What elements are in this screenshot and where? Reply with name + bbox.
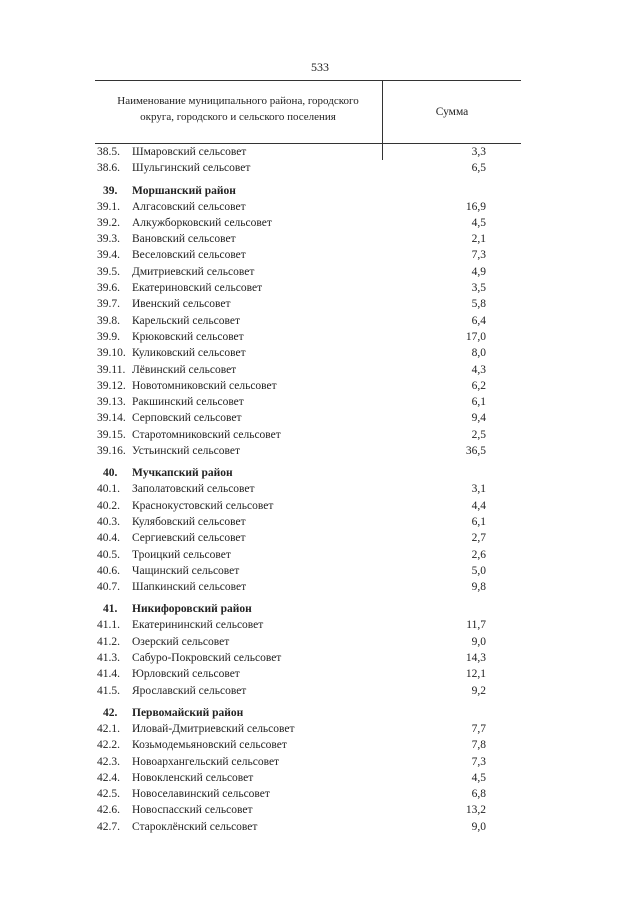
settlement-name: Староклёнский сельсовет: [132, 820, 258, 833]
settlement-name: Троицкий сельсовет: [132, 548, 231, 561]
table-row: [95, 296, 521, 312]
settlement-name: Новотомниковский сельсовет: [132, 379, 277, 392]
settlement-name: Юрловский сельсовет: [132, 668, 240, 681]
sum-value: 4,9: [471, 265, 486, 278]
table-row: [95, 199, 521, 215]
district-row: [95, 463, 521, 481]
settlement-name: Сергиевский сельсовет: [132, 532, 246, 545]
sum-value: 8,0: [471, 347, 486, 360]
settlement-name: Вановский сельсовет: [132, 233, 236, 246]
row-number: 39.: [103, 184, 118, 197]
sum-value: 4,3: [471, 363, 486, 376]
table-row: [95, 247, 521, 263]
table-row: [95, 819, 521, 835]
row-number: 40.2.: [97, 499, 120, 512]
district-name: Первомайский район: [132, 706, 244, 719]
sum-value: 2,5: [471, 428, 486, 441]
table-row: [95, 547, 521, 563]
row-number: 42.2.: [97, 739, 120, 752]
settlement-name: Озерский сельсовет: [132, 635, 230, 648]
row-number: 39.9.: [97, 330, 120, 343]
settlement-name: Екатериновский сельсовет: [132, 282, 263, 295]
row-number: 41.2.: [97, 635, 120, 648]
settlement-name: Шульгинский сельсовет: [132, 162, 251, 175]
sum-value: 16,9: [465, 200, 486, 213]
settlement-name: Лёвинский сельсовет: [132, 363, 237, 376]
row-number: 39.13.: [97, 396, 126, 409]
sum-value: 4,5: [471, 771, 486, 784]
table-row: [95, 683, 521, 699]
row-number: 42.5.: [97, 788, 120, 801]
sum-value: 2,7: [471, 532, 486, 545]
row-number: 39.7.: [97, 298, 120, 311]
table-row: [95, 530, 521, 546]
settlement-name: Екатерининский сельсовет: [132, 619, 264, 632]
district-name: Моршанский район: [132, 184, 236, 197]
table-row: [95, 514, 521, 530]
table-row: [95, 280, 521, 296]
sum-value: 36,5: [465, 445, 486, 458]
row-number: 40.6.: [97, 564, 120, 577]
sum-value: 7,3: [471, 755, 486, 768]
row-number: 41.5.: [97, 684, 120, 697]
name-header-line2: округа, городского и сельского поселения: [140, 111, 336, 123]
table-row: [95, 481, 521, 497]
sum-value: 9,4: [471, 412, 486, 425]
row-number: 39.12.: [97, 379, 126, 392]
settlement-name: Новокленский сельсовет: [132, 771, 254, 784]
row-number: 38.5.: [97, 146, 120, 158]
table-row: [95, 650, 521, 666]
table-row: [95, 802, 521, 818]
table-row: [95, 410, 521, 426]
row-number: 40.4.: [97, 532, 120, 545]
settlement-name: Шапкинский сельсовет: [132, 581, 247, 594]
settlement-name: Ярославский сельсовет: [132, 684, 247, 697]
row-number: 40.: [103, 467, 118, 480]
settlement-name: Дмитриевский сельсовет: [132, 265, 255, 278]
row-number: 40.5.: [97, 548, 120, 561]
sum-value: 11,7: [466, 619, 486, 632]
settlement-name: Карельский сельсовет: [132, 314, 241, 327]
sum-value: 17,0: [465, 330, 486, 343]
table-row: [95, 378, 521, 394]
row-number: 39.1.: [97, 200, 120, 213]
settlement-name: Старотомниковский сельсовет: [132, 428, 281, 441]
table-row: [95, 737, 521, 753]
row-number: 42.6.: [97, 804, 120, 817]
settlement-name: Ракшинский сельсовет: [132, 396, 244, 409]
table-row: [95, 721, 521, 737]
name-header-line1: Наименование муниципального района, городского: [117, 95, 359, 107]
table-row: [95, 427, 521, 443]
sum-value: 3,5: [471, 282, 486, 295]
table-row: [95, 617, 521, 633]
row-number: 41.4.: [97, 668, 120, 681]
settlement-name: Серповский сельсовет: [132, 412, 242, 425]
row-number: 39.14.: [97, 412, 126, 425]
table-row: [95, 215, 521, 231]
sum-value: 13,2: [465, 804, 486, 817]
row-number: 39.8.: [97, 314, 120, 327]
district-row: [95, 181, 521, 199]
row-number: 39.11.: [97, 363, 126, 376]
settlement-name: Алкужборковский сельсовет: [132, 216, 272, 229]
table-row: [95, 634, 521, 650]
sum-value: 5,0: [471, 564, 486, 577]
row-number: 42.1.: [97, 722, 120, 735]
sum-value: 6,4: [471, 314, 486, 327]
row-number: 38.6.: [97, 162, 120, 175]
sum-value: 9,0: [471, 820, 486, 833]
district-row: [95, 599, 521, 617]
row-number: 39.16.: [97, 445, 126, 458]
table-row: [95, 394, 521, 410]
sum-value: 5,8: [471, 298, 486, 311]
row-number: 42.7.: [97, 820, 120, 833]
row-number: 39.2.: [97, 216, 120, 229]
row-number: 40.1.: [97, 483, 120, 496]
table-row: [95, 579, 521, 595]
row-number: 41.: [103, 603, 118, 616]
sum-value: 4,5: [471, 216, 486, 229]
sum-column-header: Сумма: [435, 106, 469, 118]
table-row: [95, 313, 521, 329]
allocation-table: [95, 80, 521, 835]
settlement-name: Новоархангельский сельсовет: [132, 755, 280, 768]
row-number: 42.: [103, 706, 118, 719]
table-row: [95, 443, 521, 459]
row-number: 39.6.: [97, 282, 120, 295]
sum-value: 4,4: [471, 499, 486, 512]
name-column-header: [95, 93, 381, 125]
district-name: Мучкапский район: [132, 467, 233, 480]
district-name: Никифоровский район: [132, 603, 252, 616]
sum-value: 7,7: [471, 722, 486, 735]
table-body: [95, 144, 521, 835]
sum-value: 12,1: [465, 668, 486, 681]
sum-value: 6,5: [471, 162, 486, 175]
settlement-name: Новоспасский сельсовет: [132, 804, 253, 817]
row-number: 39.3.: [97, 233, 120, 246]
settlement-name: Алгасовский сельсовет: [132, 200, 246, 213]
settlement-name: Крюковский сельсовет: [132, 330, 244, 343]
table-row: [95, 345, 521, 361]
settlement-name: Новоселавинский сельсовет: [132, 788, 270, 801]
settlement-name: Ивенский сельсовет: [132, 298, 231, 311]
sum-value: 2,1: [471, 233, 486, 246]
sum-value: 6,8: [471, 788, 486, 801]
row-number: 42.4.: [97, 771, 120, 784]
settlement-name: Заполатовский сельсовет: [132, 483, 255, 496]
settlement-name: Куликовский сельсовет: [132, 347, 246, 360]
table-row: [95, 231, 521, 247]
table-row: [95, 264, 521, 280]
row-number: 40.3.: [97, 515, 120, 528]
row-number: 41.3.: [97, 652, 120, 665]
row-number: 39.5.: [97, 265, 120, 278]
settlement-name: Кулябовский сельсовет: [132, 515, 246, 528]
table-row: [95, 666, 521, 682]
table-row: [95, 160, 521, 176]
sum-value: 9,0: [471, 635, 486, 648]
table-row: [95, 498, 521, 514]
district-row: [95, 703, 521, 721]
table-row: [95, 362, 521, 378]
sum-value: 3,3: [471, 146, 486, 158]
settlement-name: Чащинский сельсовет: [132, 564, 240, 577]
sum-value: 7,3: [471, 249, 486, 262]
table-row: [95, 329, 521, 345]
sum-value: 6,1: [471, 396, 486, 409]
table-row: [95, 770, 521, 786]
row-number: 42.3.: [97, 755, 120, 768]
settlement-name: Веселовский сельсовет: [132, 249, 246, 262]
sum-value: 3,1: [471, 483, 486, 496]
sum-value: 9,8: [471, 581, 486, 594]
table-header: [95, 80, 521, 144]
table-row: [95, 144, 521, 160]
sum-value: 9,2: [471, 684, 486, 697]
settlement-name: Сабуро-Покровский сельсовет: [132, 652, 282, 665]
sum-value: 6,1: [471, 515, 486, 528]
row-number: 40.7.: [97, 581, 120, 594]
table-row: [95, 786, 521, 802]
table-row: [95, 754, 521, 770]
sum-value: 6,2: [471, 379, 486, 392]
page-number: 533: [311, 60, 329, 74]
sum-value: 2,6: [471, 548, 486, 561]
settlement-name: Краснокустовский сельсовет: [132, 499, 274, 512]
settlement-name: Устьинский сельсовет: [132, 445, 240, 458]
row-number: 41.1.: [97, 619, 120, 632]
sum-value: 7,8: [471, 739, 486, 752]
settlement-name: Шмаровский сельсовет: [132, 146, 247, 158]
settlement-name: Иловай-Дмитриевский сельсовет: [132, 722, 295, 735]
settlement-name: Козьмодемьяновский сельсовет: [132, 739, 287, 752]
row-number: 39.15.: [97, 428, 126, 441]
table-row: [95, 563, 521, 579]
row-number: 39.10.: [97, 347, 126, 360]
sum-value: 14,3: [465, 652, 486, 665]
row-number: 39.4.: [97, 249, 120, 262]
